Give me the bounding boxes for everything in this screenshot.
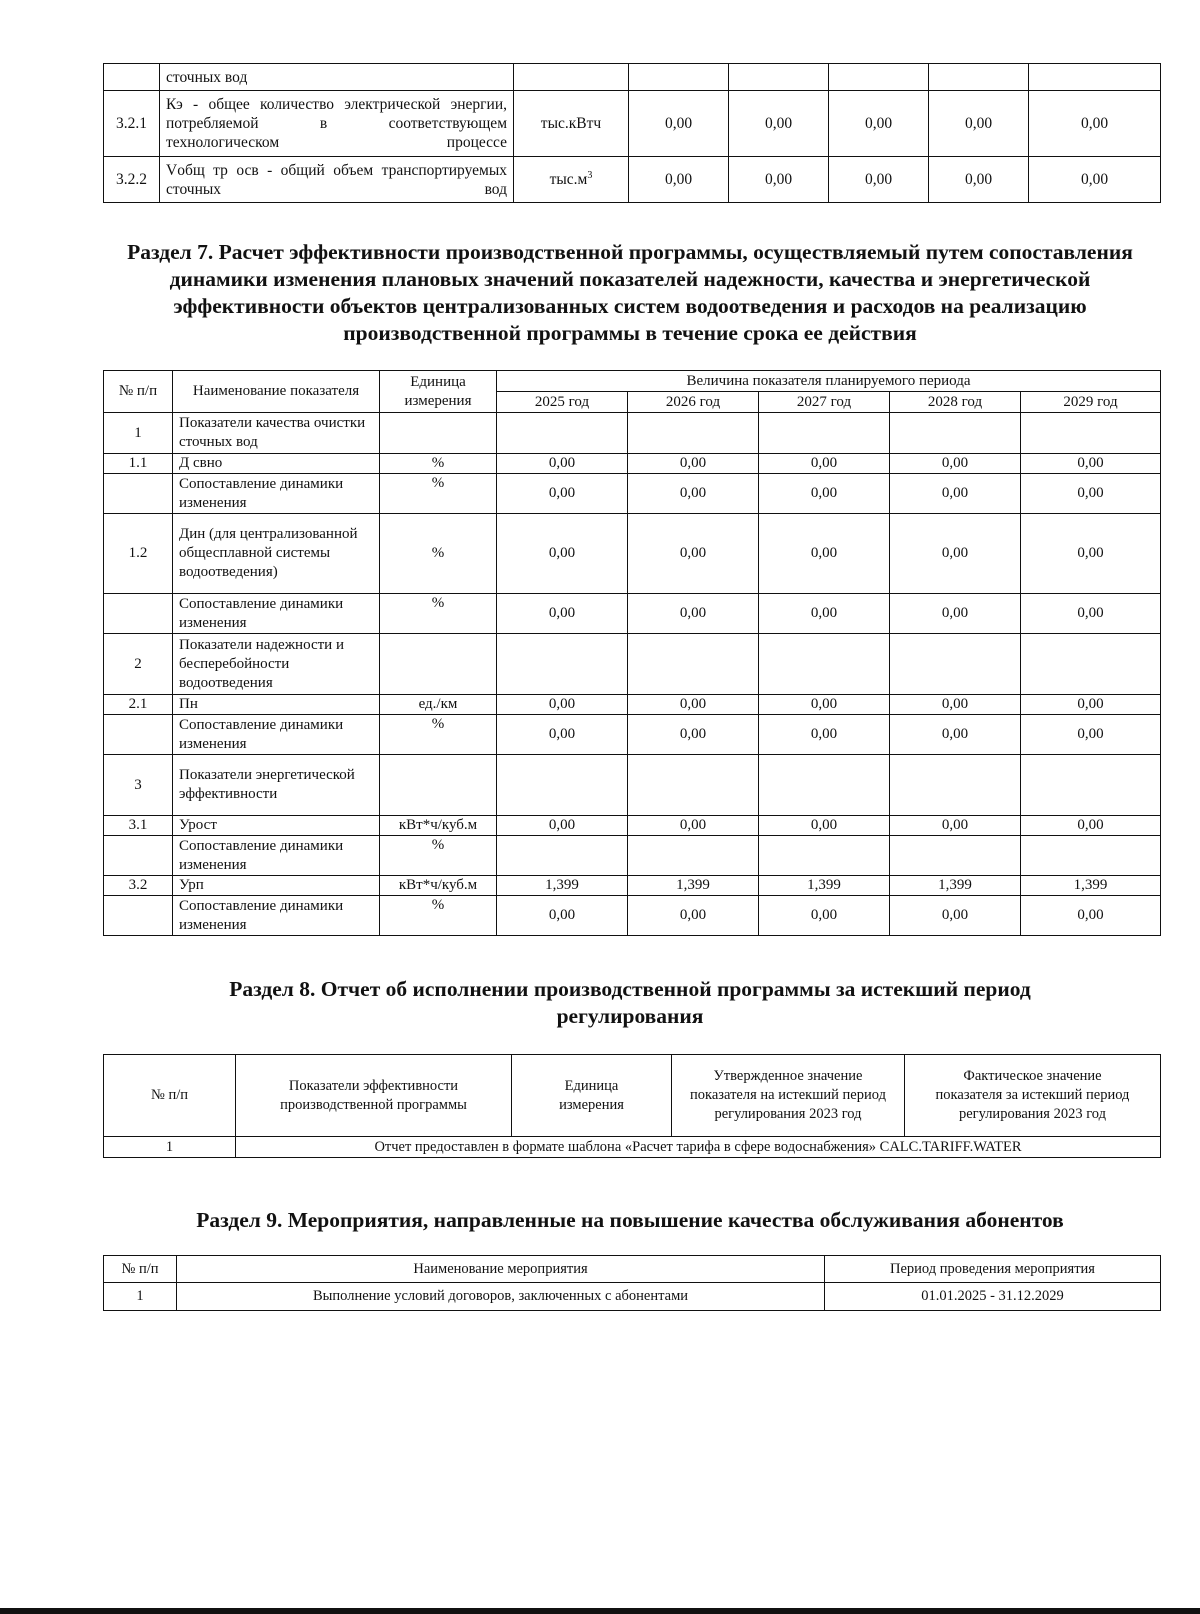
row-unit: %	[380, 474, 497, 514]
measure-period: 01.01.2025 - 31.12.2029	[825, 1283, 1161, 1311]
scan-bottom-border	[0, 1608, 1200, 1614]
row-name: Дин (для централизованной общесплавной системы водоотведения)	[173, 514, 380, 594]
row-unit: %	[380, 896, 497, 936]
row-name: Vобщ тр осв - общий объем транспортируемых сточных вод	[160, 157, 514, 203]
row-value	[1021, 413, 1161, 454]
row-value: 0,00	[890, 896, 1021, 936]
row-value: 0,00	[1021, 594, 1161, 634]
row-value: 0,00	[759, 695, 890, 715]
row-value: 1,399	[890, 876, 1021, 896]
row-value: 0,00	[497, 695, 628, 715]
row-value: 0,00	[628, 896, 759, 936]
row-value: 0,00	[890, 594, 1021, 634]
section8-title: Раздел 8. Отчет об исполнении производственной программы за истекший период регулирования	[229, 977, 1031, 1028]
row-value	[1021, 755, 1161, 816]
section7-table	[103, 370, 1161, 936]
row-value: 0,00	[628, 816, 759, 836]
table-row	[104, 64, 1161, 91]
table-row	[104, 836, 1161, 876]
row-value	[1021, 634, 1161, 695]
section7-body	[104, 413, 1161, 936]
row-value	[497, 413, 628, 454]
row-value: 0,00	[628, 695, 759, 715]
row-value: 0,00	[759, 896, 890, 936]
row-value: 0,00	[628, 514, 759, 594]
row-value	[759, 634, 890, 695]
row-value	[628, 755, 759, 816]
row-name: Сопоставление динамики изменения	[173, 594, 380, 634]
row-name: Показатели энергетической эффективности	[173, 755, 380, 816]
row-name: Показатели качества очистки сточных вод	[173, 413, 380, 454]
row-number: 1.1	[104, 454, 173, 474]
row-value: 1,399	[497, 876, 628, 896]
row-name: Сопоставление динамики изменения	[173, 715, 380, 755]
row-number: 3	[104, 755, 173, 816]
table-row	[104, 474, 1161, 514]
row-number	[104, 836, 173, 876]
row-value: 0,00	[1021, 816, 1161, 836]
row-value	[759, 755, 890, 816]
table-row: 3.2.1 Кэ - общее количество электрической энергии, потребляемой в соответствующем технологическом процессе тыс.кВтч 0,00 0,00 0,00 0,00 0,00	[104, 91, 1161, 157]
row-number: 3.2.1	[104, 91, 160, 157]
table-row	[104, 413, 1161, 454]
measure-name: Выполнение условий договоров, заключенных с абонентами	[177, 1283, 825, 1311]
table-row	[104, 1137, 1161, 1158]
row-name: сточных вод	[160, 64, 514, 91]
header-name: Показатели эффективности производственной программы	[236, 1055, 512, 1137]
row-unit: %	[380, 715, 497, 755]
row-unit: ед./км	[380, 695, 497, 715]
header-year: 2028 год	[890, 392, 1021, 413]
row-name: Урп	[173, 876, 380, 896]
table-row	[104, 755, 1161, 816]
row-value: 0,00	[1021, 514, 1161, 594]
row-name: Показатели надежности и бесперебойности водоотведения	[173, 634, 380, 695]
row-unit	[380, 755, 497, 816]
row-number: 2.1	[104, 695, 173, 715]
row-value: 0,00	[497, 594, 628, 634]
row-unit	[380, 413, 497, 454]
row-value	[890, 634, 1021, 695]
row-value: 0,00	[628, 715, 759, 755]
row-number	[104, 64, 160, 91]
header-row	[104, 1055, 1161, 1137]
table-row	[104, 454, 1161, 474]
row-name: Пн	[173, 695, 380, 715]
section8-table	[103, 1054, 1161, 1158]
header-approved: Утвержденное значение показателя на истекший период регулирования 2023 год	[672, 1055, 905, 1137]
header-year: 2026 год	[628, 392, 759, 413]
header-year: 2025 год	[497, 392, 628, 413]
table-row	[104, 695, 1161, 715]
header-period: Период проведения мероприятия	[825, 1256, 1161, 1283]
row-value: 0,00	[759, 594, 890, 634]
header-row	[104, 371, 1161, 392]
row-name: Сопоставление динамики изменения	[173, 836, 380, 876]
row-value: 0,00	[497, 816, 628, 836]
row-number: 1.2	[104, 514, 173, 594]
row-value	[628, 836, 759, 876]
row-number: 1	[104, 413, 173, 454]
row-name: Д свно	[173, 454, 380, 474]
row-value: 1,399	[1021, 876, 1161, 896]
section9-table	[103, 1255, 1161, 1311]
row-number	[104, 715, 173, 755]
row-name: Кэ - общее количество электрической энергии, потребляемой в соответствующем технологическом процессе	[160, 91, 514, 157]
table-row: 3.2.2 Vобщ тр осв - общий объем транспортируемых сточных вод $тыс.м^3$ 0,00 0,00 0,00 0,00 0,00	[104, 157, 1161, 203]
header-name: Наименование мероприятия	[177, 1256, 825, 1283]
row-value: 0,00	[759, 454, 890, 474]
row-value: 0,00	[759, 816, 890, 836]
row-value: 0,00	[497, 454, 628, 474]
row-value: 0,00	[1021, 715, 1161, 755]
row-value: 0,00	[1021, 454, 1161, 474]
row-value	[759, 413, 890, 454]
row-number	[104, 474, 173, 514]
row-unit: %	[380, 514, 497, 594]
unit-cell: $тыс.м^3$	[514, 157, 629, 203]
row-value: 0,00	[759, 474, 890, 514]
row-value: 0,00	[1021, 896, 1161, 936]
row-number: 3.1	[104, 816, 173, 836]
row-unit: %	[380, 836, 497, 876]
row-value: 0,00	[890, 695, 1021, 715]
row-unit: %	[380, 594, 497, 634]
row-number	[104, 594, 173, 634]
table-row	[104, 715, 1161, 755]
row-value: 0,00	[759, 514, 890, 594]
row-value: 0,00	[890, 454, 1021, 474]
row-number: 1	[104, 1137, 236, 1158]
row-value: 0,00	[628, 474, 759, 514]
row-value	[890, 755, 1021, 816]
table-row	[104, 816, 1161, 836]
row-unit	[380, 634, 497, 695]
row-value: 0,00	[890, 474, 1021, 514]
report-note: Отчет предоставлен в формате шаблона «Расчет тарифа в сфере водоснабжения» CALC.TARIFF.WATER	[236, 1137, 1161, 1158]
row-value	[890, 413, 1021, 454]
row-number: 3.2.2	[104, 157, 160, 203]
table-row	[104, 634, 1161, 695]
row-value	[497, 836, 628, 876]
row-name: Сопоставление динамики изменения	[173, 474, 380, 514]
row-value: 0,00	[497, 474, 628, 514]
row-value: 0,00	[497, 715, 628, 755]
table-row	[104, 896, 1161, 936]
table-row	[104, 594, 1161, 634]
row-value	[1021, 836, 1161, 876]
row-value: 0,00	[497, 514, 628, 594]
row-value: 0,00	[890, 715, 1021, 755]
row-value: 0,00	[890, 514, 1021, 594]
row-value: 0,00	[1021, 695, 1161, 715]
section9-title: Раздел 9. Мероприятия, направленные на повышение качества обслуживания абонентов	[196, 1208, 1064, 1232]
row-unit: кВт*ч/куб.м	[380, 876, 497, 896]
row-value	[497, 634, 628, 695]
table-row	[104, 1283, 1161, 1311]
header-num: № п/п	[104, 1256, 177, 1283]
row-number	[104, 896, 173, 936]
row-value: 1,399	[628, 876, 759, 896]
row-unit: %	[380, 454, 497, 474]
header-period: Величина показателя планируемого периода	[497, 371, 1161, 392]
row-value	[759, 836, 890, 876]
header-row	[104, 1256, 1161, 1283]
section7-title: Раздел 7. Расчет эффективности производственной программы, осуществляемый путем сопоставления динамики изменения плановых значений показателей надежности, качества и энергетической эффективности объектов централизованных систем водоотведения и расходов на реализацию производственной программы в течение срока ее действия	[127, 240, 1133, 345]
header-actual: Фактическое значение показателя за истекший период регулирования 2023 год	[905, 1055, 1161, 1137]
row-value	[890, 836, 1021, 876]
row-value: 0,00	[628, 454, 759, 474]
row-value: 0,00	[759, 715, 890, 755]
row-name: Урост	[173, 816, 380, 836]
table-row	[104, 514, 1161, 594]
header-name: Наименование показателя	[173, 371, 380, 413]
row-value	[497, 755, 628, 816]
row-number: 2	[104, 634, 173, 695]
row-value: 0,00	[890, 816, 1021, 836]
row-value: 0,00	[628, 594, 759, 634]
table-row	[104, 876, 1161, 896]
header-unit: Единица измерения	[512, 1055, 672, 1137]
row-value: 0,00	[497, 896, 628, 936]
header-unit: Единица измерения	[380, 371, 497, 413]
header-year: 2027 год	[759, 392, 890, 413]
row-unit: кВт*ч/куб.м	[380, 816, 497, 836]
row-value	[628, 413, 759, 454]
row-value	[628, 634, 759, 695]
header-num: № п/п	[104, 371, 173, 413]
row-value: 1,399	[759, 876, 890, 896]
row-number: 3.2	[104, 876, 173, 896]
header-num: № п/п	[104, 1055, 236, 1137]
row-value: 0,00	[1021, 474, 1161, 514]
continuation-table	[103, 63, 1161, 203]
row-name: Сопоставление динамики изменения	[173, 896, 380, 936]
header-year: 2029 год	[1021, 392, 1161, 413]
row-number: 1	[104, 1283, 177, 1311]
